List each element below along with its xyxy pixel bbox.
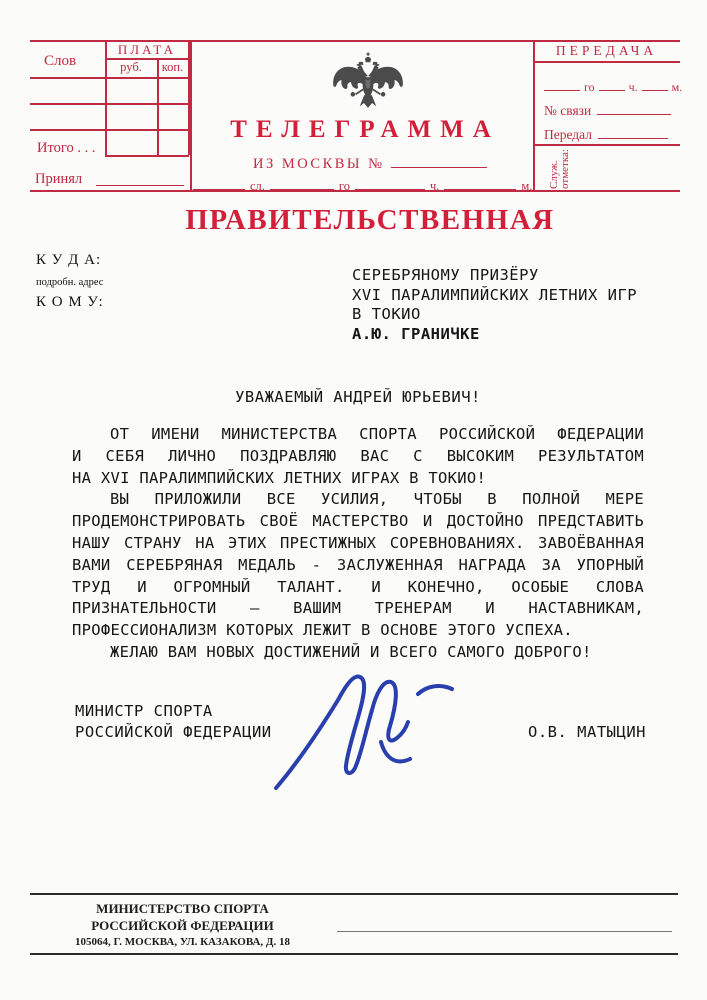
footer-top-rule	[30, 893, 678, 895]
footer-bottom-rule	[30, 953, 678, 955]
footer-org-line1: МИНИСТЕРСТВО СПОРТА	[96, 901, 269, 916]
body-text-line: ВЫ ПРИЛОЖИЛИ ВСЕ УСИЛИЯ, ЧТОБЫ В ПОЛНОЙ МЕРЕ	[110, 490, 644, 509]
signer-name: О.В. МАТЫЦИН	[528, 723, 646, 741]
blank-line	[544, 78, 580, 91]
classification-title: ПРАВИТЕЛЬСТВЕННАЯ	[185, 204, 555, 236]
detailed-address-label: подробн. адрес	[36, 277, 104, 288]
peredacha-title-underline	[533, 61, 680, 63]
plata-total-label: Итого . . .	[37, 140, 96, 156]
body-text-line: ЖЕЛАЮ ВАМ НОВЫХ ДОСТИЖЕНИЙ И ВСЕГО САМОГО ДОБРОГО!	[110, 642, 592, 661]
peredacha-title: ПЕРЕДАЧА	[555, 43, 658, 58]
transmitted-label: Передал	[544, 126, 593, 142]
service-note-line2: отметка:	[559, 149, 571, 189]
body-text-line: ПРОФЕССИОНАЛИЗМ КОТОРЫХ ЛЕЖИТ В ОСНОВЕ ЭТОГО УСПЕХА.	[72, 621, 573, 640]
blank-line	[599, 78, 625, 91]
peredacha-link-row	[544, 100, 671, 119]
plata-rub-label: руб.	[120, 60, 142, 74]
footer-blank-line	[337, 931, 672, 932]
link-number-label: № связи	[544, 102, 592, 118]
form-divider-left	[190, 40, 192, 191]
recipient-name: А.Ю. ГРАНИЧКЕ	[352, 324, 480, 343]
body-text-line: ОТ ИМЕНИ МИНИСТЕРСТВА СПОРТА РОССИЙСКОЙ ФЕДЕРАЦИИ	[110, 425, 644, 443]
service-note-line1: Служ.	[548, 160, 560, 189]
m-label: м.	[521, 178, 533, 193]
recipient-address	[352, 266, 637, 344]
recipient-line: XVI ПАРАЛИМПИЙСКИХ ЛЕТНИХ ИГР	[352, 285, 638, 304]
footer-org-address: 105064, Г. МОСКВА, УЛ. КАЗАКОВА, Д. 18	[75, 936, 290, 948]
recipient-line: В ТОКИО	[352, 305, 421, 323]
ch-label: ч.	[430, 178, 440, 193]
blank-line	[642, 78, 668, 91]
footer-org-line2: РОССИЙСКОЙ ФЕДЕРАЦИИ	[91, 918, 274, 933]
body-text-line: ВАМИ СЕРЕБРЯНАЯ МЕДАЛЬ - ЗАСЛУЖЕННАЯ НАГРАДА ЗА УПОРНЫЙ	[72, 555, 644, 574]
peredacha-go-label: го	[584, 80, 595, 94]
signer-position-line1: МИНИСТР СПОРТА	[75, 702, 213, 720]
body-text-line: НАШУ СТРАНУ НА ЭТИХ ПРЕСТИЖНЫХ СОРЕВНОВАНИЯХ. ЗАВОЁВАННАЯ	[72, 533, 644, 552]
body-text-line: ТРУД И ОГРОМНЫЙ ТАЛАНТ. И КОНЕЧНО, ОСОБЫЕ СЛОВА	[72, 577, 644, 596]
recipient-line: СЕРЕБРЯНОМУ ПРИЗЁРУ	[352, 266, 539, 284]
peredacha-m-label: м.	[671, 80, 683, 94]
blank-line	[598, 124, 668, 139]
plata-words-label: Слов	[44, 53, 77, 69]
go-label: го	[338, 178, 350, 193]
telegram-origin-row	[253, 152, 487, 173]
blank-line	[193, 176, 245, 190]
russian-coat-of-arms-eagle-icon	[330, 52, 406, 120]
body-text-line: ПРИЗНАТЕЛЬНОСТИ – ВАШИМ ТРЕНЕРАМ И НАСТАВНИКАМ,	[72, 599, 644, 618]
plata-table-line	[30, 77, 189, 79]
blank-line	[270, 176, 334, 190]
blank-line	[597, 100, 671, 115]
blank-line	[355, 176, 425, 190]
komu-label: К О М У:	[36, 294, 104, 310]
telegram-datetime-row	[193, 176, 532, 194]
kuda-label: К У Д А:	[36, 252, 102, 268]
body-text-line: ПРОДЕМОНСТРИРОВАТЬ СВОЁ МАСТЕРСТВО И ДОСТОЙНО ПРЕДСТАВИТЬ	[72, 512, 644, 531]
telegram-origin-label: ИЗ МОСКВЫ №	[253, 155, 385, 172]
message-body	[72, 424, 644, 664]
plata-accepted-label: Принял	[35, 171, 83, 187]
body-text-line: НА XVI ПАРАЛИМПИЙСКИХ ЛЕТНИХ ИГРАХ В ТОКИО!	[72, 468, 487, 487]
blank-line	[391, 152, 487, 168]
telegram-title: ТЕЛЕГРАММА	[230, 116, 500, 143]
peredacha-transmitted-row	[544, 124, 668, 143]
plata-table-line	[30, 129, 189, 131]
peredacha-ch-label: ч.	[628, 80, 638, 94]
service-note	[534, 146, 586, 192]
accepted-blank-line	[96, 185, 184, 186]
blank-line	[444, 176, 516, 190]
peredacha-time-row	[544, 78, 682, 95]
handwritten-signature	[268, 664, 483, 796]
body-text-line: И СЕБЯ ЛИЧНО ПОЗДРАВЛЯЮ ВАС С ВЫСОКИМ РЕЗУЛЬТАТОМ	[72, 446, 644, 465]
plata-table-line	[105, 155, 189, 157]
sl-label: сл.	[250, 178, 265, 193]
plata-table-line	[30, 103, 189, 105]
plata-kop-label: коп.	[161, 60, 184, 74]
salutation: УВАЖАЕМЫЙ АНДРЕЙ ЮРЬЕВИЧ!	[235, 388, 481, 406]
plata-title: ПЛАТА	[117, 42, 177, 57]
signer-position-line2: РОССИЙСКОЙ ФЕДЕРАЦИИ	[75, 723, 272, 741]
